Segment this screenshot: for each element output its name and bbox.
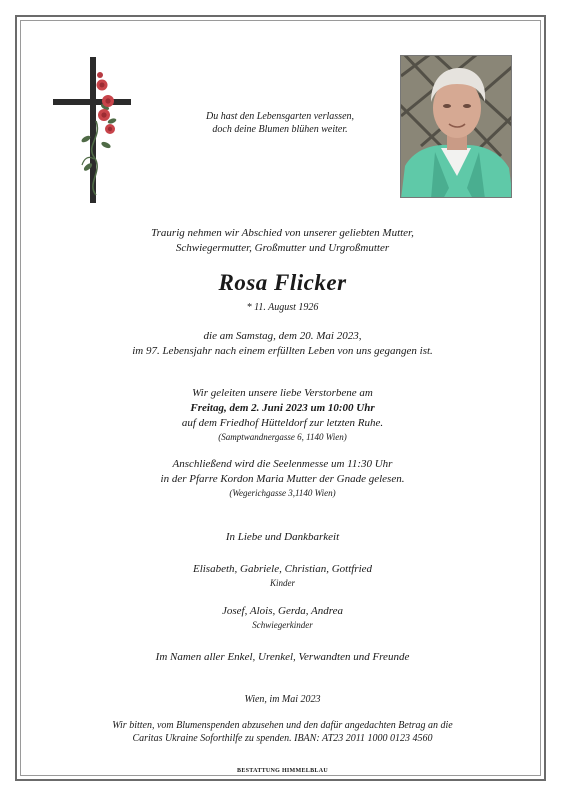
memorial-quote (170, 110, 390, 136)
undertaker-name: BESTATTUNG HIMMELBLAU (237, 768, 328, 774)
death-line-1: die am Samstag, dem 20. Mai 2023, (203, 330, 362, 342)
intro-line-1: Traurig nehmen wir Abschied von unserer geliebten Mutter, (151, 227, 414, 239)
inlaws-names: Josef, Alois, Gerda, Andrea (222, 605, 343, 617)
death-line-2: im 97. Lebensjahr nach einem erfüllten Leben von uns gegangen ist. (132, 345, 433, 357)
family-intro: In Liebe und Dankbarkeit (225, 531, 340, 543)
inlaws-label: Schwiegerkinder (252, 620, 313, 630)
children-names: Elisabeth, Gabriele, Christian, Gottfried (192, 563, 373, 575)
mass-info (0, 457, 565, 499)
funeral-info (0, 386, 565, 443)
mass-line-2: in der Pfarre Kordon Maria Mutter der Gnade gelesen. (160, 473, 405, 485)
funeral-line-3: auf dem Friedhof Hütteldorf zur letzten Ruhe. (181, 417, 384, 429)
intro-line-2: Schwiegermutter, Großmutter und Urgroßmutter (175, 242, 390, 254)
donation-line-1: Wir bitten, vom Blumenspenden abzusehen und den dafür angedachten Betrag an die (112, 720, 453, 731)
funeral-line-1: Wir geleiten unsere liebe Verstorbene am (192, 387, 373, 399)
deceased-name: Rosa Flicker (218, 270, 347, 295)
funeral-date: Freitag, dem 2. Juni 2023 um 10:00 Uhr (190, 402, 375, 414)
inlaws-group (0, 604, 565, 631)
children-label: Kinder (269, 578, 295, 588)
quote-line-2: doch deine Blumen blühen weiter. (212, 124, 348, 135)
quote-line-1: Du hast den Lebensgarten verlassen, (205, 111, 355, 122)
donation-request (0, 719, 565, 745)
birth-date: * 11. August 1926 (246, 302, 319, 313)
place-date: Wien, im Mai 2023 (244, 694, 321, 705)
donation-line-2: Caritas Ukraine Soforthilfe zu spenden. IBAN: AT23 2011 1000 0123 4560 (132, 733, 433, 744)
mass-address: (Wegerichgasse 3,1140 Wien) (229, 488, 336, 498)
death-notice (0, 329, 565, 359)
funeral-address: (Samptwandnergasse 6, 1140 Wien) (218, 432, 347, 442)
intro-text (0, 226, 565, 256)
portrait-image (401, 56, 512, 198)
mass-line-1: Anschließend wird die Seelenmesse um 11:30 Uhr (172, 458, 393, 470)
portrait-photo (400, 55, 512, 198)
children-group (0, 562, 565, 589)
cross-with-roses-icon (50, 55, 135, 205)
others-line: Im Namen aller Enkel, Urenkel, Verwandten und Freunde (155, 651, 410, 663)
